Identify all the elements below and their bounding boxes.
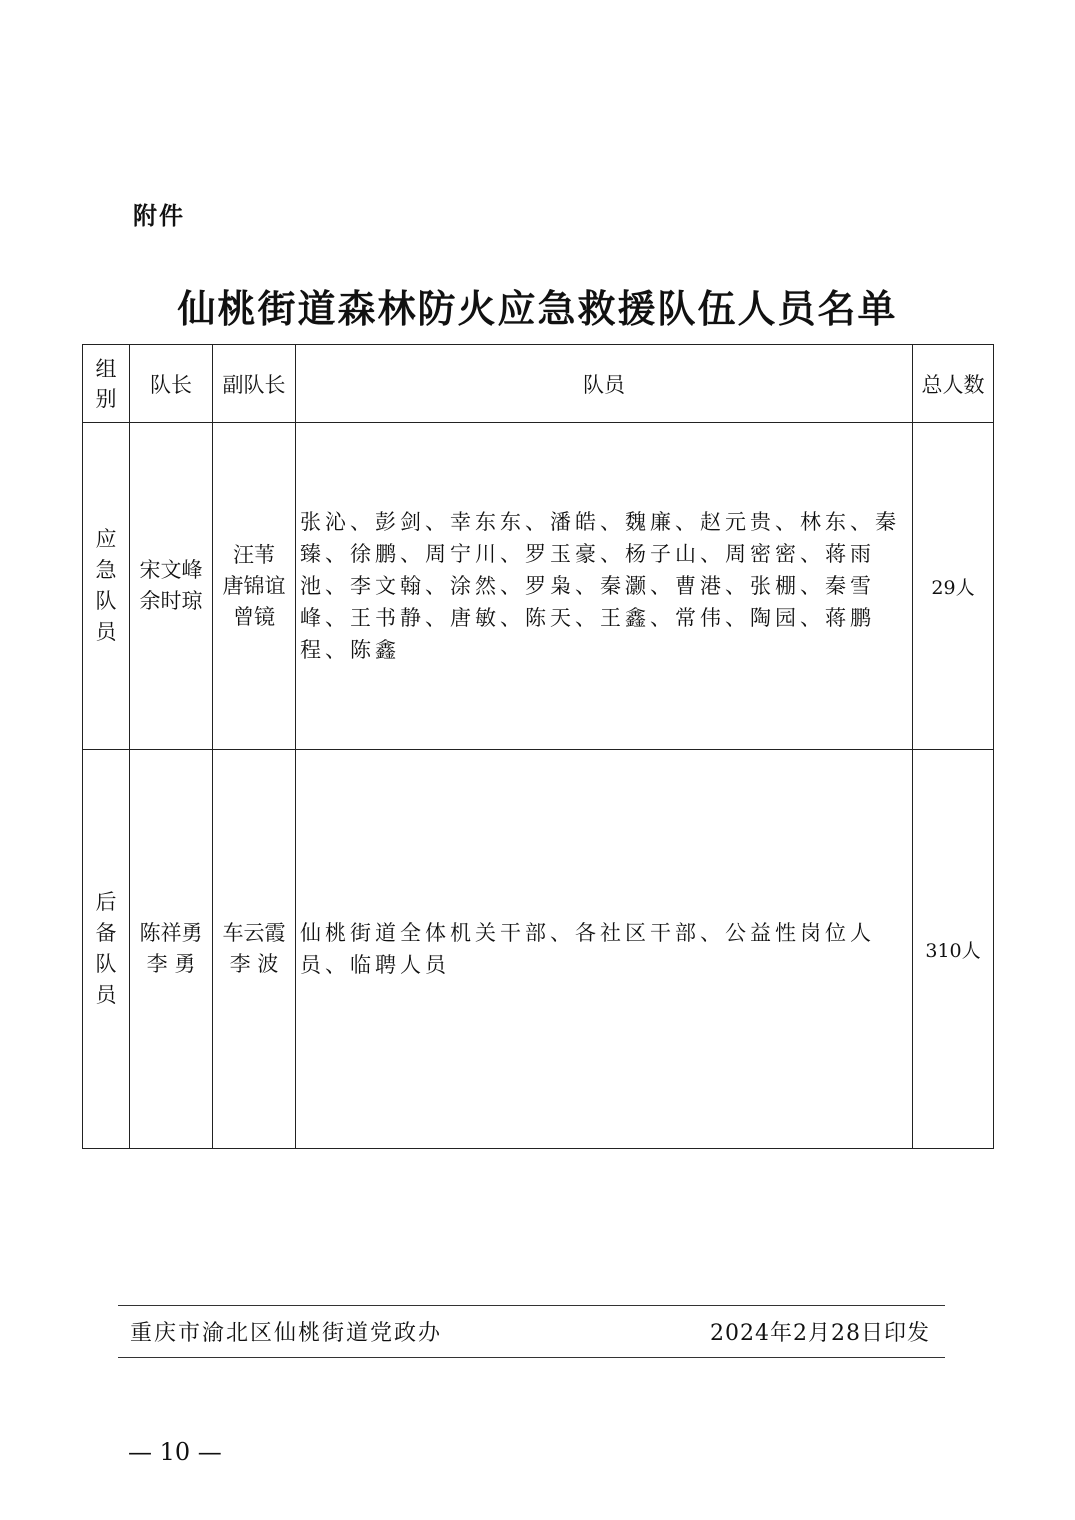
group-char: 应 — [95, 527, 117, 551]
table-row-emergency — [83, 423, 994, 750]
header-group-char: 组 — [95, 356, 117, 381]
vice-captain-name: 李 波 — [229, 952, 279, 976]
members-cell: 仙桃街道全体机关干部、各社区干部、公益性岗位人员、临聘人员 — [296, 750, 913, 1149]
group-char: 急 — [95, 558, 117, 582]
table-header-row — [83, 345, 994, 423]
group-char: 员 — [95, 983, 117, 1007]
vice-captain-name: 汪苇 — [233, 542, 275, 567]
captain-name: 宋文峰 — [139, 558, 203, 582]
group-char: 备 — [95, 921, 117, 945]
document-title: 仙桃街道森林防火应急救援队伍人员名单 — [177, 287, 898, 331]
personnel-table — [82, 344, 994, 1149]
header-vice-captain: 副队长 — [213, 345, 296, 423]
page-number: — 10 — — [128, 1438, 222, 1466]
captain-name: 陈祥勇 — [139, 921, 203, 945]
group-char: 队 — [95, 589, 117, 613]
vice-captain-name: 唐锦谊 — [222, 573, 286, 598]
members-cell: 张沁、彭剑、幸东东、潘皓、魏廉、赵元贵、林东、秦臻、徐鹏、周宁川、罗玉豪、杨子山、周密密、蒋雨池、李文翰、涂然、罗枭、秦灏、曹港、张棚、秦雪峰、王书静、唐敏、陈天、王鑫、常伟、陶园、蒋鹏程、陈鑫 — [296, 423, 913, 750]
table-row-reserve — [83, 750, 994, 1149]
attachment-label: 附件 — [133, 202, 185, 230]
vice-captain-name: 曾镜 — [233, 604, 275, 629]
group-char: 后 — [95, 890, 117, 914]
total-cell: 29人 — [913, 423, 994, 750]
issuer-name: 重庆市渝北区仙桃街道党政办 — [130, 1321, 443, 1346]
group-char: 队 — [95, 952, 117, 976]
vice-captain-name: 车云霞 — [222, 921, 286, 945]
group-cell — [83, 750, 130, 1149]
header-total: 总人数 — [913, 345, 994, 423]
captain-cell — [130, 750, 213, 1149]
captain-name: 余时琼 — [139, 589, 203, 613]
header-members: 队员 — [296, 345, 913, 423]
header-group — [83, 345, 130, 423]
header-captain: 队长 — [130, 345, 213, 423]
footer-top-rule — [118, 1305, 945, 1306]
vice-captain-cell — [213, 423, 296, 750]
total-cell: 310人 — [913, 750, 994, 1149]
header-group-char: 别 — [95, 386, 117, 411]
group-cell — [83, 423, 130, 750]
group-char: 员 — [95, 620, 117, 644]
issue-date: 2024年2月28日印发 — [710, 1321, 930, 1346]
captain-cell — [130, 423, 213, 750]
footer-bottom-rule — [118, 1357, 945, 1358]
captain-name: 李 勇 — [146, 952, 196, 976]
vice-captain-cell — [213, 750, 296, 1149]
